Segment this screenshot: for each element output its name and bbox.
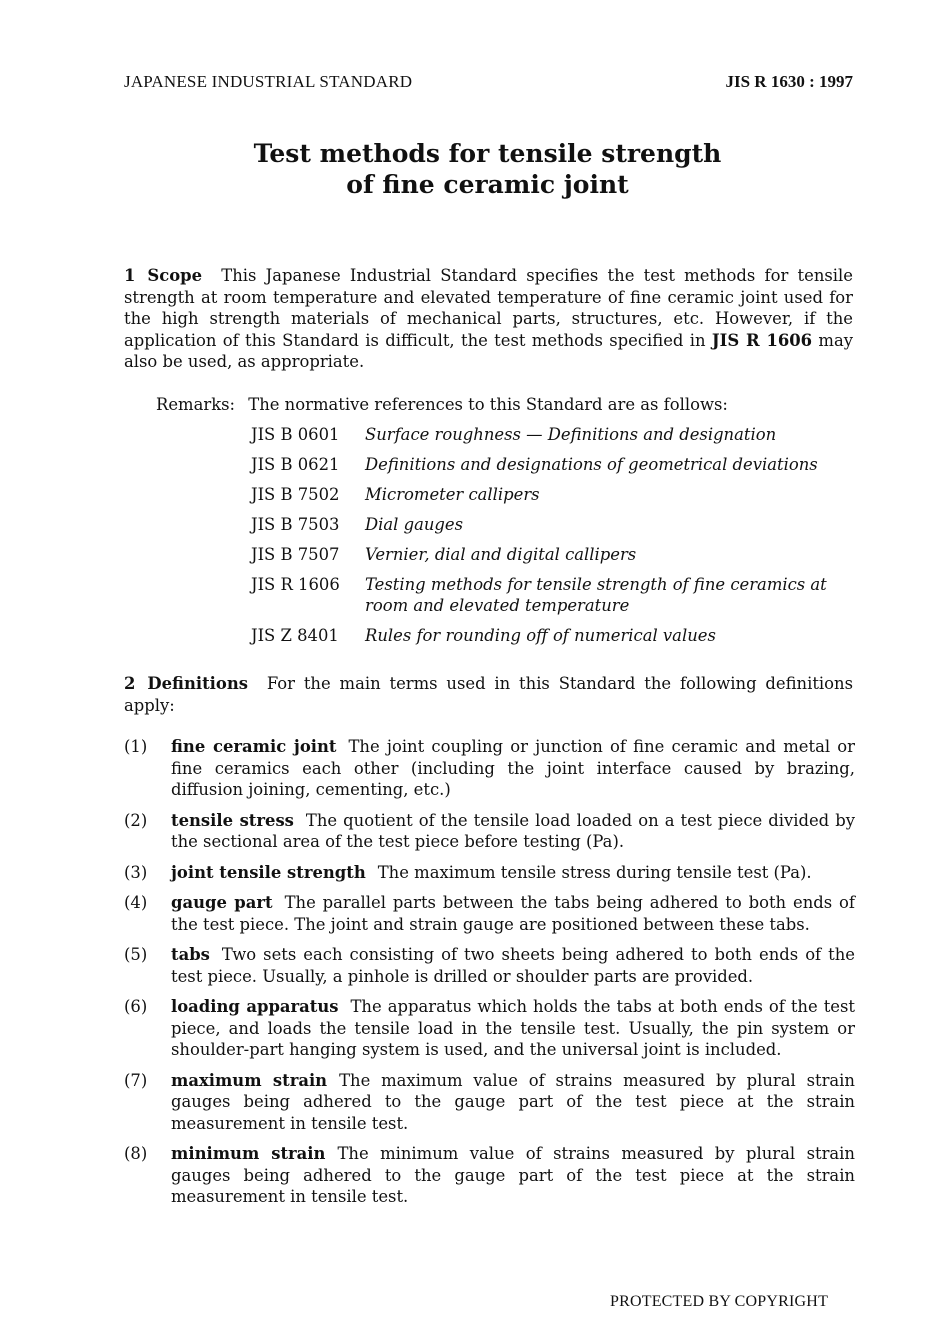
definition-item: [124, 892, 855, 935]
section-definitions: [124, 673, 853, 716]
reference-list: [251, 424, 861, 655]
definition-body: [171, 1070, 855, 1135]
reference-item: [251, 484, 861, 505]
definition-term: minimum strain: [171, 1144, 326, 1163]
reference-code: JIS B 0601: [251, 425, 340, 444]
title-line-1: Test methods for tensile strength: [253, 139, 722, 168]
scope-reference: JIS R 1606: [711, 330, 813, 350]
definition-number: (4): [124, 893, 148, 912]
header-standard-name: JAPANESE INDUSTRIAL STANDARD: [124, 72, 413, 91]
definition-text: The quotient of the tensile load loaded on a test piece divided by the sectional area of the test piece before testing (Pa).: [171, 810, 855, 851]
document-title: [0, 138, 950, 200]
definition-body: [171, 892, 855, 935]
remarks-intro: The normative references to this Standard are as follows:: [248, 395, 728, 414]
scope-number: 1: [124, 266, 136, 285]
definition-text: The apparatus which holds the tabs at both ends of the test piece, and loads the tensile load in the tensile test. Usually, the pin system or shoulder-part hanging system is used, and the universal joint is included.: [171, 997, 855, 1059]
reference-item: [251, 514, 861, 535]
definition-body: [171, 736, 855, 801]
definition-item: [124, 736, 855, 801]
definition-item: [124, 944, 855, 987]
reference-title: Testing methods for tensile strength of fine ceramics at room and elevated temperature: [365, 575, 827, 615]
reference-title: Rules for rounding off of numerical values: [365, 626, 716, 645]
reference-code: JIS B 7503: [251, 515, 340, 534]
definition-number: (1): [124, 737, 148, 756]
definitions-heading: Definitions: [147, 674, 248, 693]
scope-heading: Scope: [147, 266, 203, 285]
reference-item: [251, 424, 861, 445]
definition-number: (7): [124, 1070, 148, 1090]
definition-body: [171, 862, 855, 884]
definition-term: joint tensile strength: [171, 862, 366, 882]
definition-term: gauge part: [171, 893, 273, 912]
definition-number: (6): [124, 997, 148, 1016]
definition-number: (8): [124, 1144, 148, 1163]
definition-term: tabs: [171, 945, 210, 964]
definition-item: [124, 1143, 855, 1208]
reference-code: JIS B 7502: [251, 485, 340, 504]
title-line-2: of fine ceramic joint: [346, 170, 629, 199]
reference-code: JIS R 1606: [251, 575, 340, 594]
definition-item: [124, 862, 855, 884]
scope-text-after: may also be used, as appropriate.: [124, 330, 853, 371]
definitions-intro: For the main terms used in this Standard the following definitions apply:: [124, 674, 853, 715]
definition-text: The maximum value of strains measured by plural strain gauges being adhered to the gauge part of the test piece at the strain measurement in tensile test.: [171, 1070, 855, 1133]
definition-body: [171, 1143, 855, 1208]
reference-code: JIS B 0621: [251, 455, 340, 474]
definition-body: [171, 810, 855, 853]
definition-term: loading apparatus: [171, 997, 339, 1016]
reference-item: [251, 454, 861, 475]
reference-code: JIS Z 8401: [251, 626, 339, 645]
scope-text-before: This Japanese Industrial Standard specifies the test methods for tensile strength at room temperature and elevated temperature of fine ceramic joint used for the high strength materials of mechanical parts, structures, etc. However, if the application of this Standard is difficult, the test methods specified in: [124, 266, 853, 350]
definition-item: [124, 810, 855, 853]
reference-title: Surface roughness — Definitions and designation: [365, 425, 777, 444]
reference-title: Dial gauges: [365, 515, 464, 534]
remarks-label: Remarks:: [156, 395, 236, 414]
reference-item: [251, 544, 861, 565]
definitions-number: 2: [124, 674, 136, 693]
definition-body: [171, 996, 855, 1061]
copyright-notice: PROTECTED BY COPYRIGHT: [610, 1293, 829, 1310]
definition-number: (2): [124, 810, 148, 830]
definition-number: (3): [124, 862, 148, 882]
definition-text: Two sets each consisting of two sheets being adhered to both ends of the test piece. Usually, a pinhole is drilled or shoulder parts are provided.: [171, 945, 855, 986]
definitions-list: [124, 736, 855, 1217]
reference-title: Micrometer callipers: [365, 485, 540, 504]
definition-text: The joint coupling or junction of fine ceramic and metal or fine ceramics each other (including the joint interface caused by brazing, diffusion joining, cementing, etc.): [171, 737, 855, 799]
definition-number: (5): [124, 945, 148, 964]
definition-term: tensile stress: [171, 810, 294, 830]
header-standard-code: JIS R 1630 : 1997: [725, 72, 853, 91]
definition-text: The parallel parts between the tabs being adhered to both ends of the test piece. The joint and strain gauge are positioned between these tabs.: [171, 893, 855, 934]
reference-item: [251, 625, 861, 646]
section-scope: [124, 265, 853, 373]
definition-item: [124, 1070, 855, 1135]
reference-code: JIS B 7507: [251, 545, 340, 564]
remarks-line: [156, 394, 728, 415]
reference-title: Definitions and designations of geometrical deviations: [365, 455, 818, 474]
reference-title: Vernier, dial and digital callipers: [365, 545, 637, 564]
definition-text: The maximum tensile stress during tensile test (Pa).: [377, 862, 812, 882]
definition-body: [171, 944, 855, 987]
definition-item: [124, 996, 855, 1061]
definition-term: fine ceramic joint: [171, 737, 337, 756]
definition-text: The minimum value of strains measured by plural strain gauges being adhered to the gauge part of the test piece at the strain measurement in tensile test.: [171, 1144, 855, 1206]
reference-item: [251, 574, 861, 616]
definition-term: maximum strain: [171, 1070, 328, 1090]
